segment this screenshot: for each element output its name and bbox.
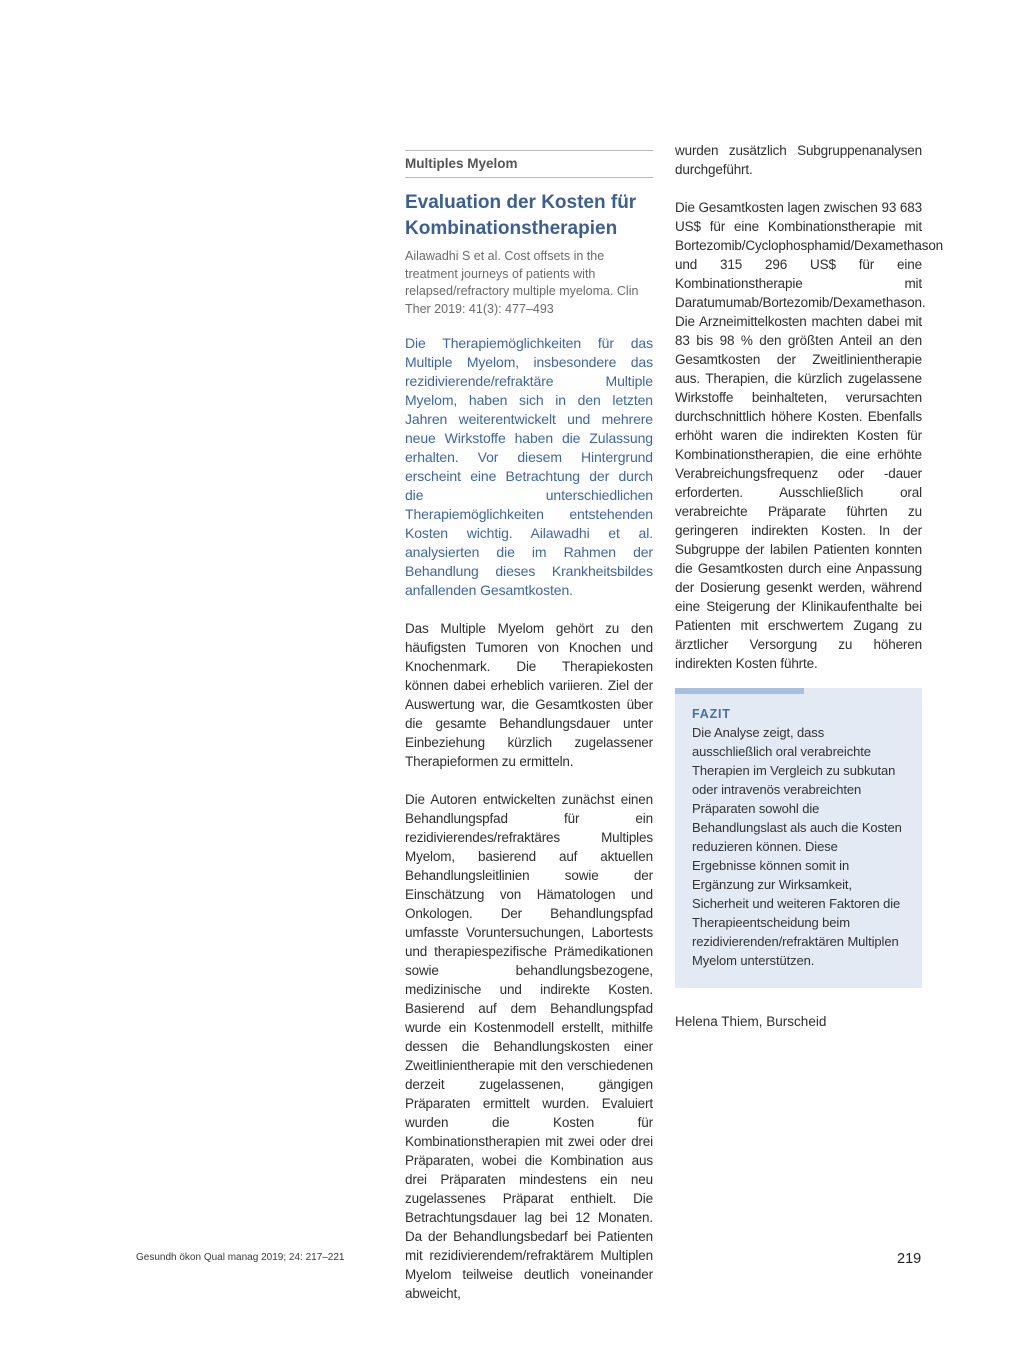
body-paragraph: wurden zusätzlich Subgruppenanalysen durchgeführt. [675,143,922,177]
footer-journal: Gesundh ökon Qual manag 2019; 24: 217–221 [136,1252,345,1263]
lead-paragraph: Die Therapiemöglichkeiten für das Multiple Myelom, insbesondere das rezidivierende/refraktäre Multiple Myelom, haben sich in den letzten Jahren weiterentwickelt und mehrere neue Wirkstoffe haben die Zulassung erhalten. Vor diesem Hintergrund erscheint eine Betrachtung der durch die unterschiedlichen Therapiemöglichkeiten entstehenden Kosten wichtig. Ailawadhi et al. analysierten die im Rahmen der Behandlung dieses Krankheitsbildes anfallenden Gesamtkosten. [405,335,653,598]
section-label: Multiples Myelom [405,151,653,178]
fazit-box [675,688,922,988]
article-title: Evaluation der Kosten für Kombinationstherapien [405,192,637,239]
page-number: 219 [897,1251,922,1267]
fazit-heading: FAZIT [692,707,731,721]
fazit-text: Die Analyse zeigt, dass ausschließlich oral verabreichte Therapien im Vergleich zu subkutan oder intravenös verabreichten Präparaten sowohl die Behandlungslast als auch die Kosten reduzieren können. Diese Ergebnisse können somit in Ergänzung zur Wirksamkeit, Sicherheit und weiteren Faktoren die Therapieentscheidung beim rezidivierenden/refraktären Multiplen Myelom unterstützen. [692,725,902,968]
section-header [405,150,653,178]
right-column [675,141,944,1029]
body-paragraph: Die Autoren entwickelten zunächst einen Behandlungspfad für ein rezidivierendes/refraktäres Multiples Myelom, basierend auf aktuellen Behandlungsleitlinien sowie der Einschätzung von Hämatologen und Onkologen. Der Behandlungspfad umfasste Voruntersuchungen, Labortests und therapiespezifische Prämedikationen sowie behandlungsbezogene, medizinische und indirekte Kosten. Basierend auf dem Behandlungspfad wurde ein Kostenmodell erstellt, mithilfe dessen die Behandlungskosten einer Zweitlinientherapie mit den verschiedenen derzeit zugelassenen, gängigen Präparaten ermittelt wurden. Evaluiert wurden die Kosten für Kombinationstherapien mit zwei oder drei Präparaten, wobei die Kombination aus drei Präparaten mindestens ein neu zugelassenes Präparat enthielt. Die Betrachtungsdauer lag bei 12 Monaten. Da der Behandlungsbedarf bei Patienten mit rezidivierendem/refraktärem Multiplen Myelom teilweise deutlich voneinander abweicht, [405,792,653,1301]
body-paragraph: Das Multiple Myelom gehört zu den häufigsten Tumoren von Knochen und Knochenmark. Die Therapiekosten können dabei erheblich variieren. Ziel der Auswertung war, die Gesamtkosten über die gesamte Behandlungsdauer unter Einbeziehung kürzlich zugelassener Therapieformen zu ermitteln. [405,621,653,769]
body-paragraph: Die Gesamtkosten lagen zwischen 93 683 US$ für eine Kombinationstherapie mit Bortezomib/Cyclophosphamid/Dexamethason und 315 296 US$ für eine Kombinationstherapie mit Daratumumab/Bortezomib/Dexamethason. Die Arzneimittelkosten machten dabei mit 83 bis 98 % den größten Anteil an den Gesamtkosten der Zweitlinientherapie aus. Therapien, die kürzlich zugelassene Wirkstoffe beinhalteten, verursachten durchschnittlich höhere Kosten. Ebenfalls erhöht waren die indirekten Kosten für Kombinationstherapien, die eine erhöhte Verabreichungsfrequenz oder -dauer erforderten. Ausschließlich oral verabreichte Präparate führten zu geringeren indirekten Kosten. In der Subgruppe der labilen Patienten konnten die Gesamtkosten durch eine Anpassung der Dosierung gesenkt werden, während eine Steigerung der Klinikaufenthalte bei Patienten mit erschwertem Zugang zu ärztlicher Versorgung zu höheren indirekten Kosten führte. [675,200,944,671]
left-column [405,150,653,1303]
fazit-accent-bar [675,688,804,694]
citation: Ailawadhi S et al. Cost offsets in the treatment journeys of patients with relapsed/refractory multiple myeloma. Clin Ther 2019: 41(3): 477–493 [405,249,639,316]
author-line: Helena Thiem, Burscheid [675,1014,827,1029]
